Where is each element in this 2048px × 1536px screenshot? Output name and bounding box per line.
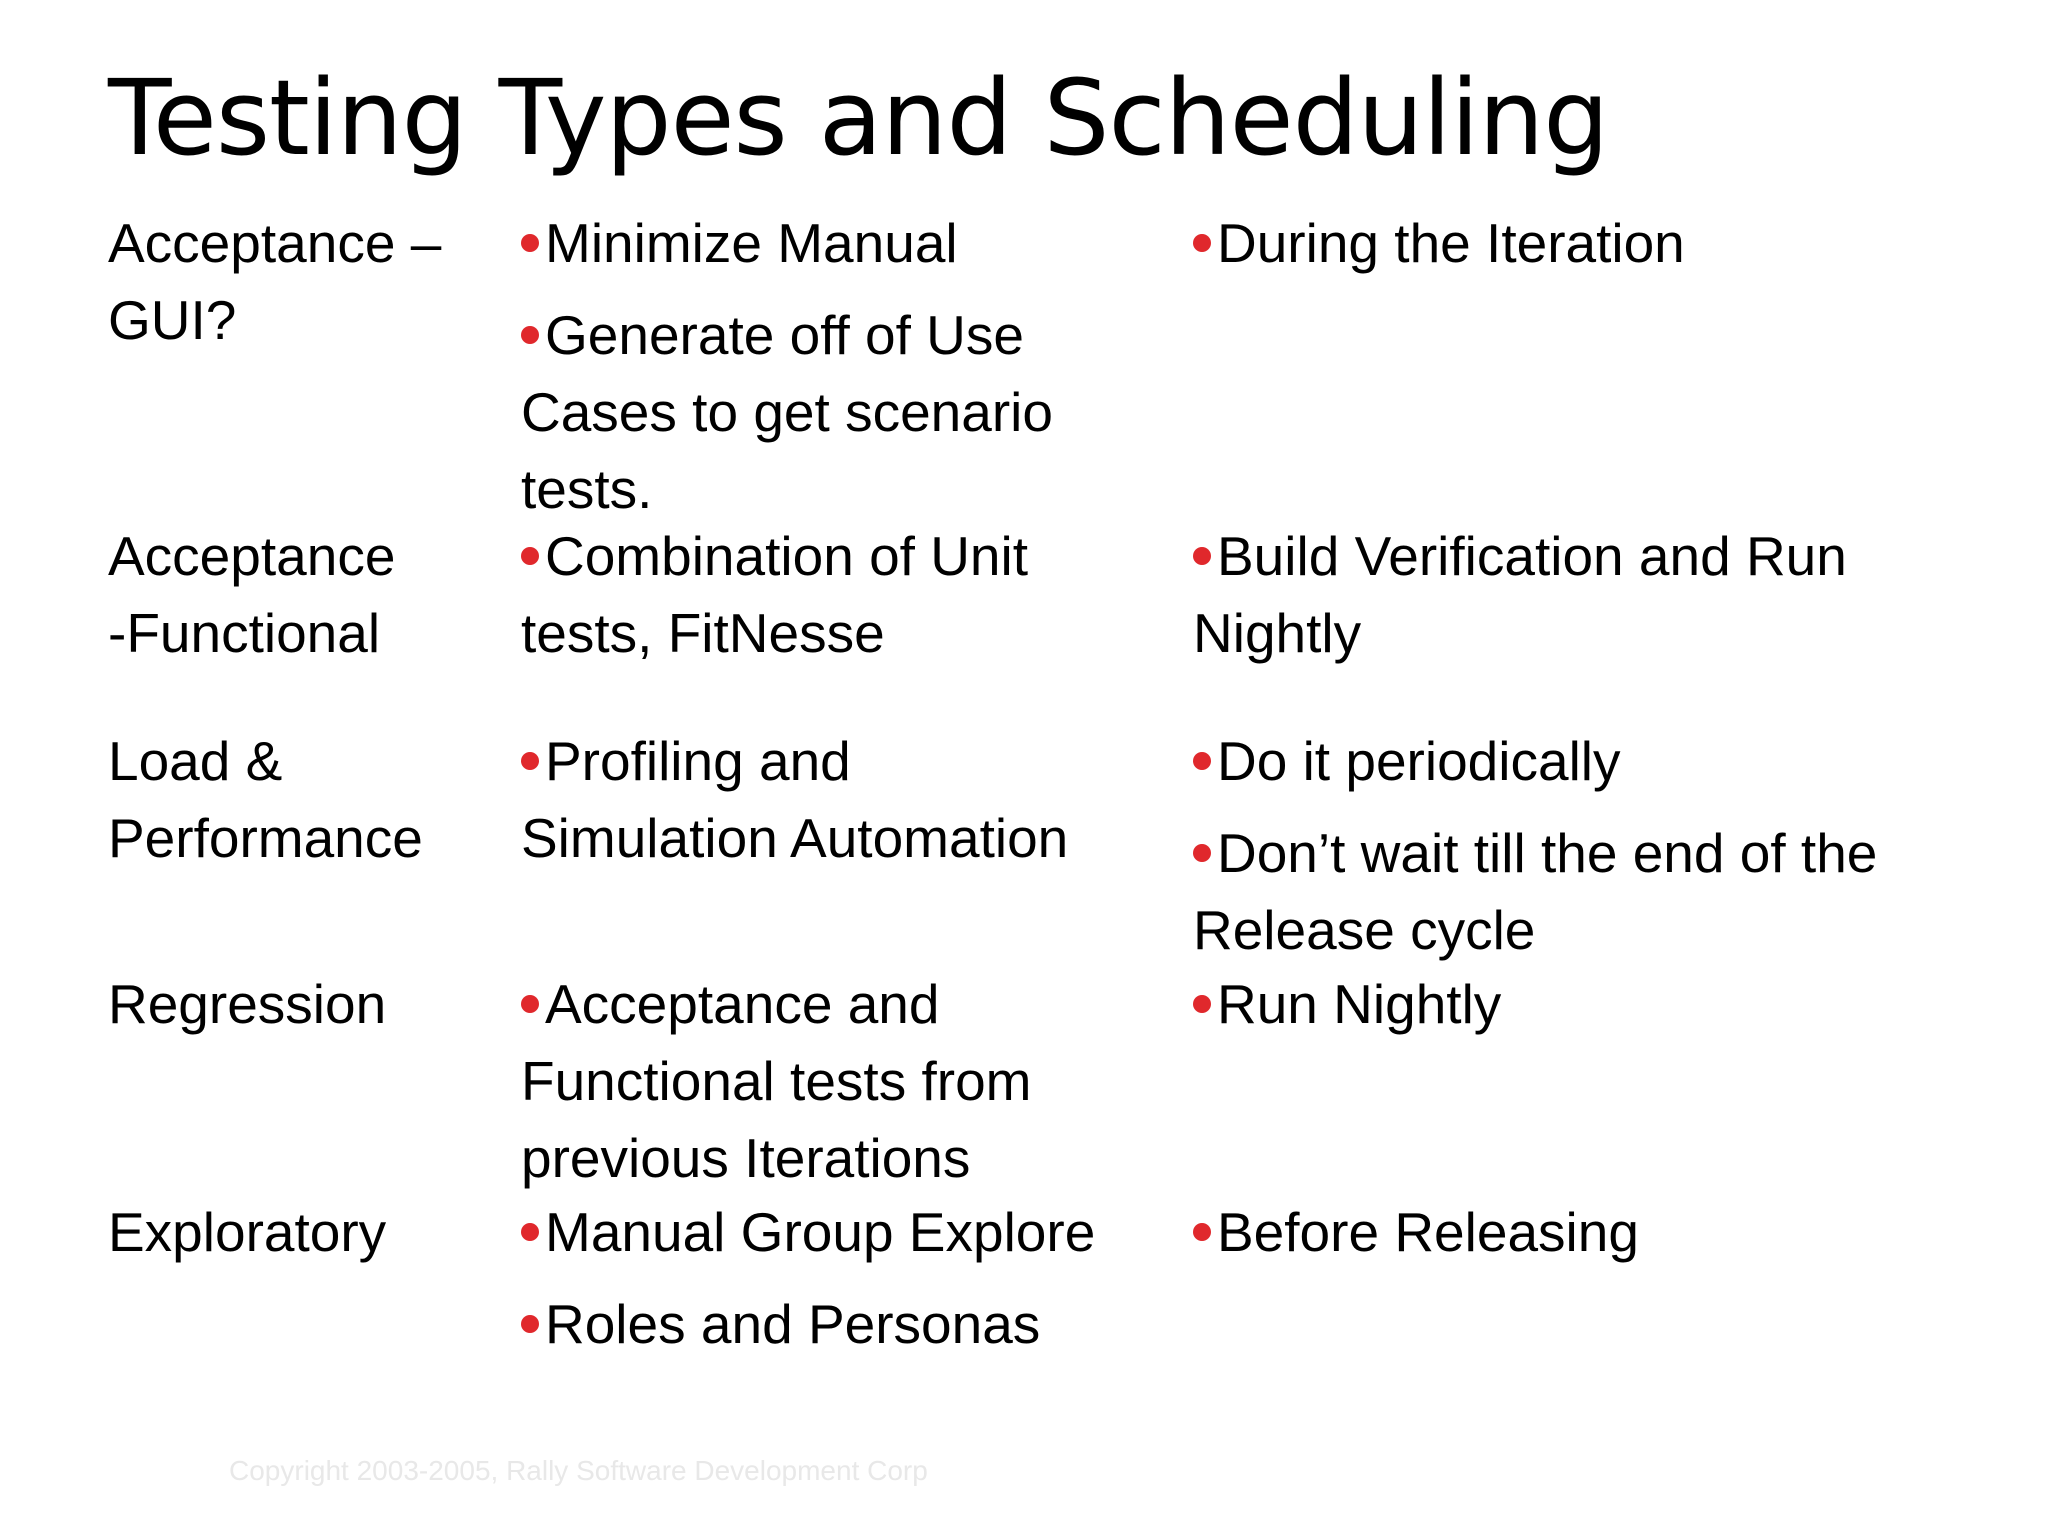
red-dot-bullet-icon xyxy=(521,995,539,1013)
row-label-line: Load & xyxy=(108,730,283,792)
approach-bullet: Profiling and Simulation Automation xyxy=(521,730,1069,869)
row-label-line: Regression xyxy=(108,973,387,1035)
row-label-acceptance-functional xyxy=(108,518,508,672)
row-label-load-performance xyxy=(108,723,508,877)
red-dot-bullet-icon xyxy=(521,1223,539,1241)
red-dot-bullet-icon xyxy=(521,1315,539,1333)
red-dot-bullet-icon xyxy=(521,234,539,252)
slide-title: Testing Types and Scheduling xyxy=(108,57,1609,179)
row-label-line: -Functional xyxy=(108,602,381,664)
row-label-line: GUI? xyxy=(108,289,237,351)
schedule-bullet: Run Nightly xyxy=(1193,966,1501,1043)
approach-bullet: Acceptance and Functional tests from previous Iterations xyxy=(521,973,1032,1189)
red-dot-bullet-icon xyxy=(1193,1223,1211,1241)
schedule-bullet: During the Iteration xyxy=(1193,205,1685,282)
schedule-bullet: Do it periodically xyxy=(1193,723,1621,800)
approach-bullet: Manual Group Explore xyxy=(521,1194,1095,1271)
approach-bullet: Minimize Manual xyxy=(521,205,958,282)
approach-bullet: Roles and Personas xyxy=(521,1286,1040,1363)
copyright-footer: Copyright 2003-2005, Rally Software Development Corp xyxy=(229,1455,928,1486)
row-label-line: Acceptance – xyxy=(108,212,442,274)
approach-bullet: Combination of Unit tests, FitNesse xyxy=(521,525,1029,664)
row-label-line: Exploratory xyxy=(108,1201,387,1263)
schedule-bullet: Build Verification and Run Nightly xyxy=(1193,525,1847,664)
red-dot-bullet-icon xyxy=(1193,547,1211,565)
row-label-line: Acceptance xyxy=(108,525,396,587)
red-dot-bullet-icon xyxy=(1193,752,1211,770)
schedule-bullet: Before Releasing xyxy=(1193,1194,1639,1271)
red-dot-bullet-icon xyxy=(521,547,539,565)
row-label-exploratory xyxy=(108,1194,508,1271)
schedule-bullet: Don’t wait till the end of the Release cycle xyxy=(1193,822,1878,961)
red-dot-bullet-icon xyxy=(521,326,539,344)
row-label-acceptance-gui xyxy=(108,205,508,359)
red-dot-bullet-icon xyxy=(1193,844,1211,862)
row-label-regression xyxy=(108,966,508,1043)
red-dot-bullet-icon xyxy=(1193,995,1211,1013)
red-dot-bullet-icon xyxy=(1193,234,1211,252)
approach-bullet: Generate off of Use Cases to get scenario tests. xyxy=(521,304,1053,520)
red-dot-bullet-icon xyxy=(521,752,539,770)
row-label-line: Performance xyxy=(108,807,423,869)
